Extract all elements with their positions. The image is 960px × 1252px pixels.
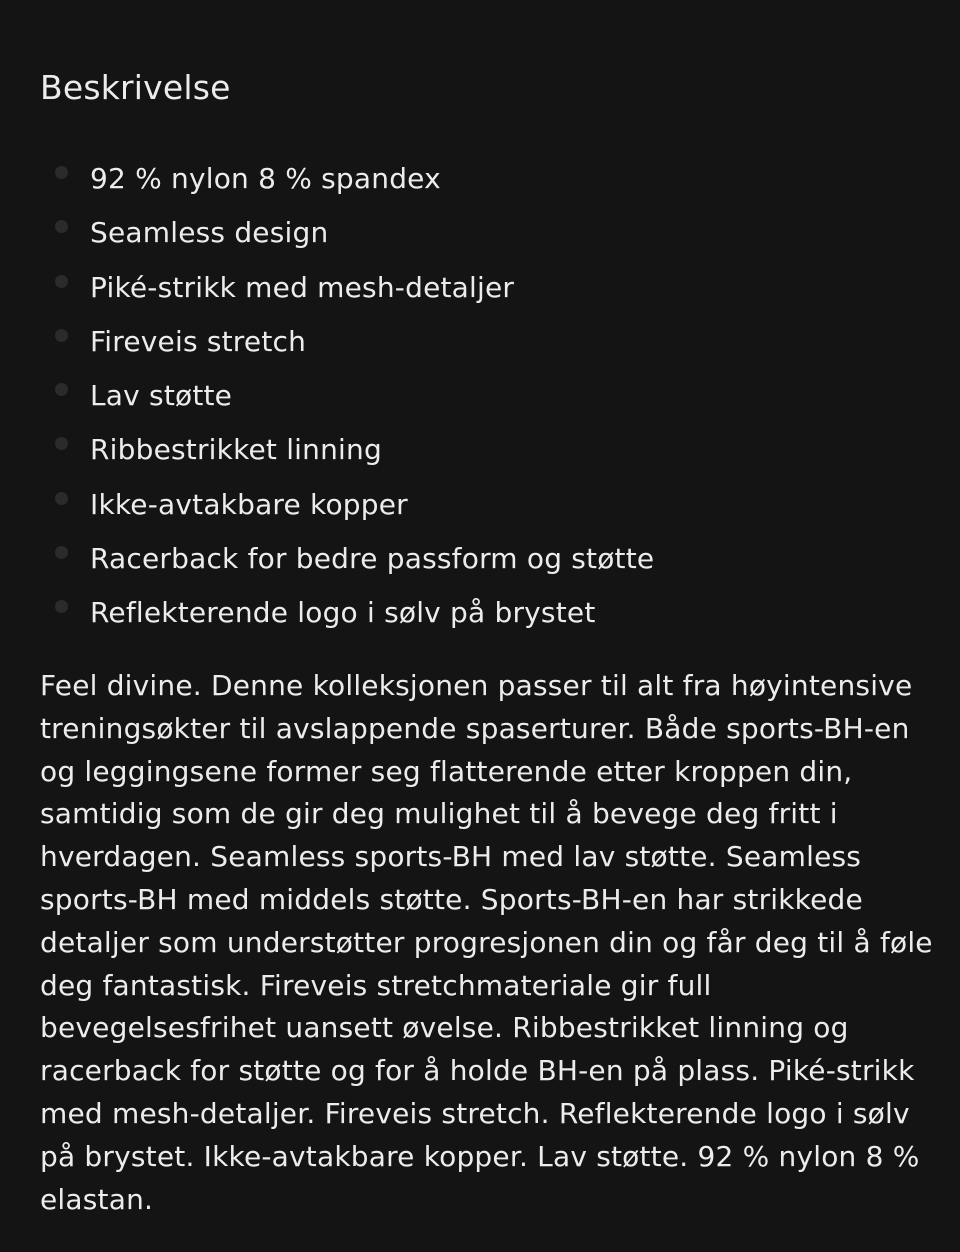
bullet-icon [55, 383, 68, 396]
paragraph-line: elastan. [40, 1182, 154, 1216]
feature-list-item [0, 532, 654, 586]
bullet-icon [55, 546, 68, 559]
feature-list-item [0, 206, 654, 260]
feature-text: Ikke-avtakbare kopper [90, 487, 408, 521]
feature-list-item [0, 152, 654, 206]
paragraph-line: detaljer som understøtter progresjonen din og får deg til å føle [40, 925, 933, 959]
feature-list [0, 152, 654, 641]
feature-list-item [0, 369, 654, 423]
section-title: Beskrivelse [40, 68, 231, 107]
paragraph-line: samtidig som de gir deg mulighet til å bevege deg fritt i [40, 797, 838, 831]
paragraph-line: med mesh-detaljer. Fireveis stretch. Reflekterende logo i sølv [40, 1096, 910, 1130]
paragraph-line: hverdagen. Seamless sports-BH med lav støtte. Seamless [40, 840, 862, 874]
bullet-icon [55, 600, 68, 613]
bullet-icon [55, 166, 68, 179]
feature-text: Ribbestrikket linning [90, 433, 382, 467]
feature-list-item [0, 261, 654, 315]
feature-text: Seamless design [90, 216, 329, 250]
feature-text: 92 % nylon 8 % spandex [90, 162, 441, 195]
feature-text: Lav støtte [90, 379, 233, 413]
paragraph-line: og leggingsene former seg flatterende etter kroppen din, [40, 754, 853, 788]
paragraph-line: på brystet. Ikke-avtakbare kopper. Lav støtte. 92 % nylon 8 % [40, 1139, 920, 1173]
feature-text: Racerback for bedre passform og støtte [90, 542, 655, 576]
feature-list-item [0, 423, 654, 477]
bullet-icon [55, 275, 68, 288]
feature-list-item [0, 586, 654, 640]
paragraph-line: sports-BH med middels støtte. Sports-BH-en har strikkede [40, 882, 863, 916]
description-paragraph [40, 665, 933, 1221]
paragraph-line: bevegelsesfrihet uansett øvelse. Ribbestrikket linning og [40, 1011, 849, 1045]
feature-text: Fireveis stretch [90, 324, 307, 358]
paragraph-line: treningsøkter til avslappende spaserturer. Både sports-BH-en [40, 711, 910, 745]
paragraph-line: deg fantastisk. Fireveis stretchmateriale gir full [40, 968, 712, 1002]
paragraph-line: racerback for støtte og for å holde BH-en på plass. Piké-strikk [40, 1054, 915, 1088]
feature-text: Reflekterende logo i sølv på brystet [90, 596, 596, 630]
bullet-icon [55, 437, 68, 450]
bullet-icon [55, 220, 68, 233]
paragraph-line: Feel divine. Denne kolleksjonen passer til alt fra høyintensive [40, 669, 913, 702]
feature-list-item [0, 315, 654, 369]
bullet-icon [55, 329, 68, 342]
bullet-icon [55, 492, 68, 505]
feature-text: Piké-strikk med mesh-detaljer [90, 270, 515, 304]
feature-list-item [0, 478, 654, 532]
